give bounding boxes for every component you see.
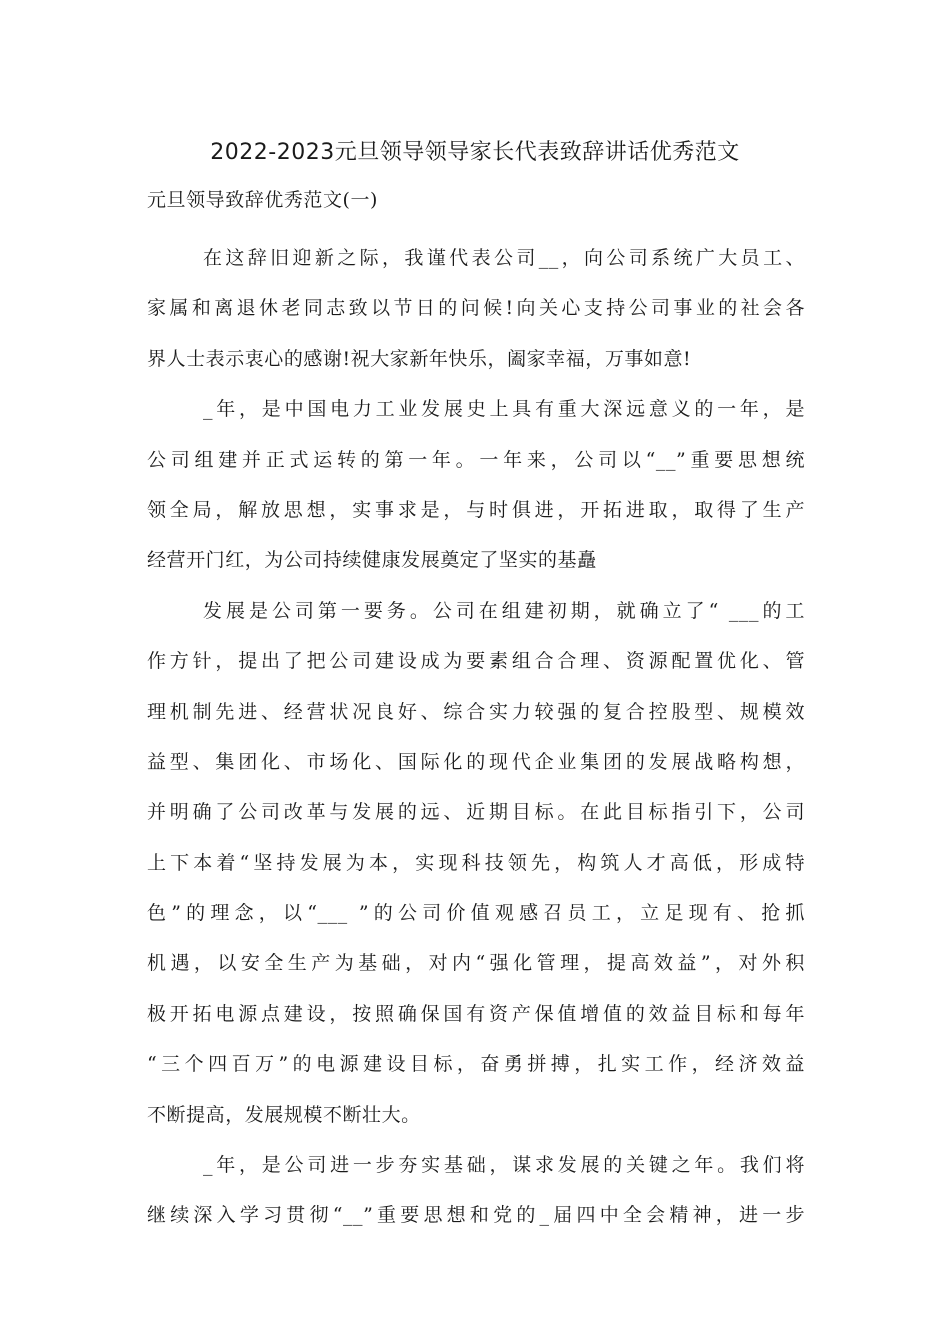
- text-line: 理机制先进、经营状况良好、综合实力较强的复合控股型、规模效: [147, 700, 805, 723]
- text-line: _年，是公司进一步夯实基础，谋求发展的关键之年。我们将: [203, 1154, 805, 1177]
- text-line: 上下本着“坚持发展为本，实现科技领先，构筑人才高低，形成特: [147, 851, 805, 874]
- text-line: 色”的理念，以“___ ”的公司价值观感召员工，立足现有、抢抓: [147, 902, 805, 925]
- text-line: 家属和离退休老同志致以节日的问候!向关心支持公司事业的社会各: [147, 297, 805, 320]
- text-line: 界人士表示衷心的感谢!祝大家新年快乐，阖家幸福，万事如意!: [147, 347, 692, 370]
- text-line: 作方针，提出了把公司建设成为要素组合合理、资源配置优化、管: [147, 650, 805, 673]
- text-line: “三个四百万”的电源建设目标，奋勇拼搏，扎实工作，经济效益: [147, 1053, 805, 1076]
- text-line: 继续深入学习贯彻“__”重要思想和党的_届四中全会精神，进一步: [147, 1204, 805, 1227]
- document-body: [147, 183, 805, 1241]
- text-line: 领全局，解放思想，实事求是，与时俱进，开拓进取，取得了生产: [147, 498, 805, 521]
- text-line: 不断提高，发展规模不断壮大。: [147, 1103, 421, 1126]
- text-line: 经营开门红，为公司持续健康发展奠定了坚实的基矗: [147, 549, 597, 572]
- paragraph-development: [147, 586, 805, 1140]
- text-line: 机遇，以安全生产为基础，对内“强化管理，提高效益”，对外积: [147, 952, 805, 975]
- text-line: 益型、集团化、市场化、国际化的现代企业集团的发展战略构想，: [147, 750, 805, 773]
- text-line: 发展是公司第一要务。公司在组建初期，就确立了“ ___的工: [203, 599, 805, 622]
- text-line: 公司组建并正式运转的第一年。一年来，公司以“__”重要思想统: [147, 448, 805, 471]
- text-line: _年，是中国电力工业发展史上具有重大深远意义的一年，是: [203, 398, 805, 421]
- paragraph-year-review: [147, 384, 805, 586]
- text-line: 在这辞旧迎新之际，我谨代表公司__，向公司系统广大员工、: [203, 247, 805, 269]
- section-subtitle: 元旦领导致辞优秀范文(一): [147, 189, 378, 211]
- text-line: 并明确了公司改革与发展的远、近期目标。在此目标指引下，公司: [147, 801, 805, 824]
- paragraph-next-year: [147, 1140, 805, 1241]
- document-title: 2022-2023元旦领导领导家长代表致辞讲话优秀范文: [210, 140, 740, 165]
- paragraph-greeting: [147, 233, 805, 384]
- text-line: 极开拓电源点建设，按照确保国有资产保值增值的效益目标和每年: [147, 1002, 805, 1025]
